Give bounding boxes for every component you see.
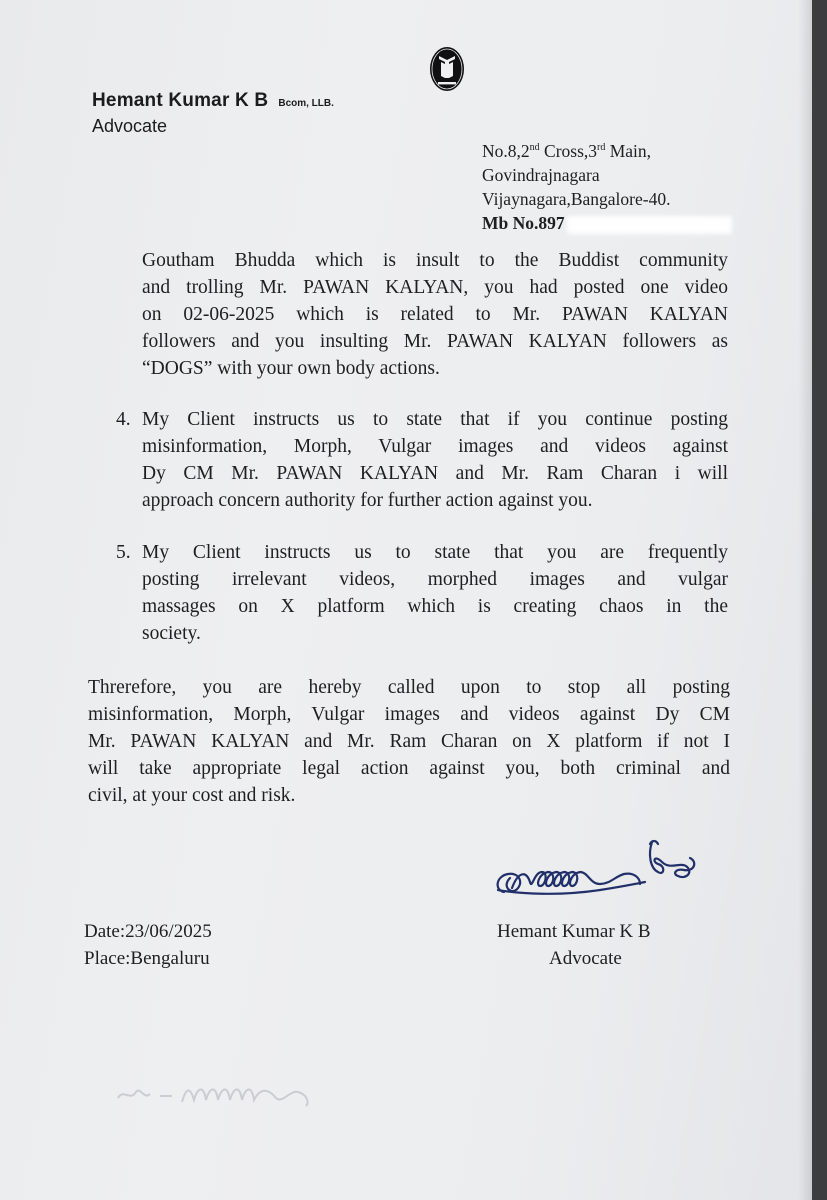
paragraph-line: society. bbox=[142, 623, 201, 644]
paragraph-line: My Client instructs us to state that you are frequently bbox=[142, 542, 728, 563]
paragraph-line: followers and you insulting Mr. PAWAN KALYAN followers as bbox=[142, 331, 728, 352]
paragraph-line: misinformation, Morph, Vulgar images and videos against Dy CM bbox=[88, 704, 730, 725]
paragraph-line: My Client instructs us to state that if you continue posting bbox=[142, 409, 728, 430]
paragraph-line: massages on X platform which is creating chaos in the bbox=[142, 596, 728, 617]
paragraph-line: civil, at your cost and risk. bbox=[88, 785, 296, 806]
signatory-title: Advocate bbox=[549, 948, 622, 969]
item-4-number: 4. bbox=[116, 409, 131, 430]
paragraph-line: posting irrelevant videos, morphed images and vulgar bbox=[142, 569, 728, 590]
bleed-through-mark bbox=[110, 1068, 330, 1113]
qualification: Bcom, LLB. bbox=[278, 98, 334, 109]
paragraph-line: misinformation, Morph, Vulgar images and videos against bbox=[142, 436, 728, 457]
paragraph-line: Threrefore, you are hereby called upon to stop all posting bbox=[88, 677, 730, 698]
conclusion-paragraph bbox=[88, 674, 730, 809]
address-line-3: Vijaynagara,Bangalore-40. bbox=[482, 188, 671, 209]
advocate-designation: Advocate bbox=[92, 116, 168, 136]
advocate-name: Hemant Kumar K B bbox=[92, 90, 269, 111]
paragraph-line: approach concern authority for further action against you. bbox=[142, 490, 593, 511]
continuation-paragraph bbox=[142, 247, 728, 382]
paragraph-line: and trolling Mr. PAWAN KALYAN, you had posted one video bbox=[142, 277, 728, 298]
mobile-number: Mb No.897 bbox=[482, 211, 732, 235]
signatory-name: Hemant Kumar K B bbox=[497, 921, 651, 942]
paragraph-line: Dy CM Mr. PAWAN KALYAN and Mr. Ram Charan i will bbox=[142, 463, 728, 484]
letter-date: Date:23/06/2025 bbox=[84, 921, 212, 942]
address-line-2: Govindrajnagara bbox=[482, 164, 600, 185]
paragraph-line: will take appropriate legal action against you, both criminal and bbox=[88, 758, 730, 779]
paragraph-line: Mr. PAWAN KALYAN and Mr. Ram Charan on X platform if not I bbox=[88, 731, 730, 752]
handwritten-signature bbox=[490, 832, 700, 908]
letterhead-name-line bbox=[92, 90, 334, 112]
item-5-paragraph bbox=[142, 539, 728, 647]
paragraph-line: on 02-06-2025 which is related to Mr. PAWAN KALYAN bbox=[142, 304, 728, 325]
advocate-emblem-icon bbox=[428, 44, 466, 94]
letter-place: Place:Bengaluru bbox=[84, 948, 210, 969]
address-line-1: No.8,2nd Cross,3rd Main, bbox=[482, 140, 652, 161]
paragraph-line: “DOGS” with your own body actions. bbox=[142, 358, 440, 379]
item-5-number: 5. bbox=[116, 542, 131, 563]
redaction-mark bbox=[567, 216, 732, 234]
paragraph-line: Goutham Bhudda which is insult to the Buddist community bbox=[142, 250, 728, 271]
item-4-paragraph bbox=[142, 406, 728, 514]
address-block bbox=[482, 136, 732, 235]
